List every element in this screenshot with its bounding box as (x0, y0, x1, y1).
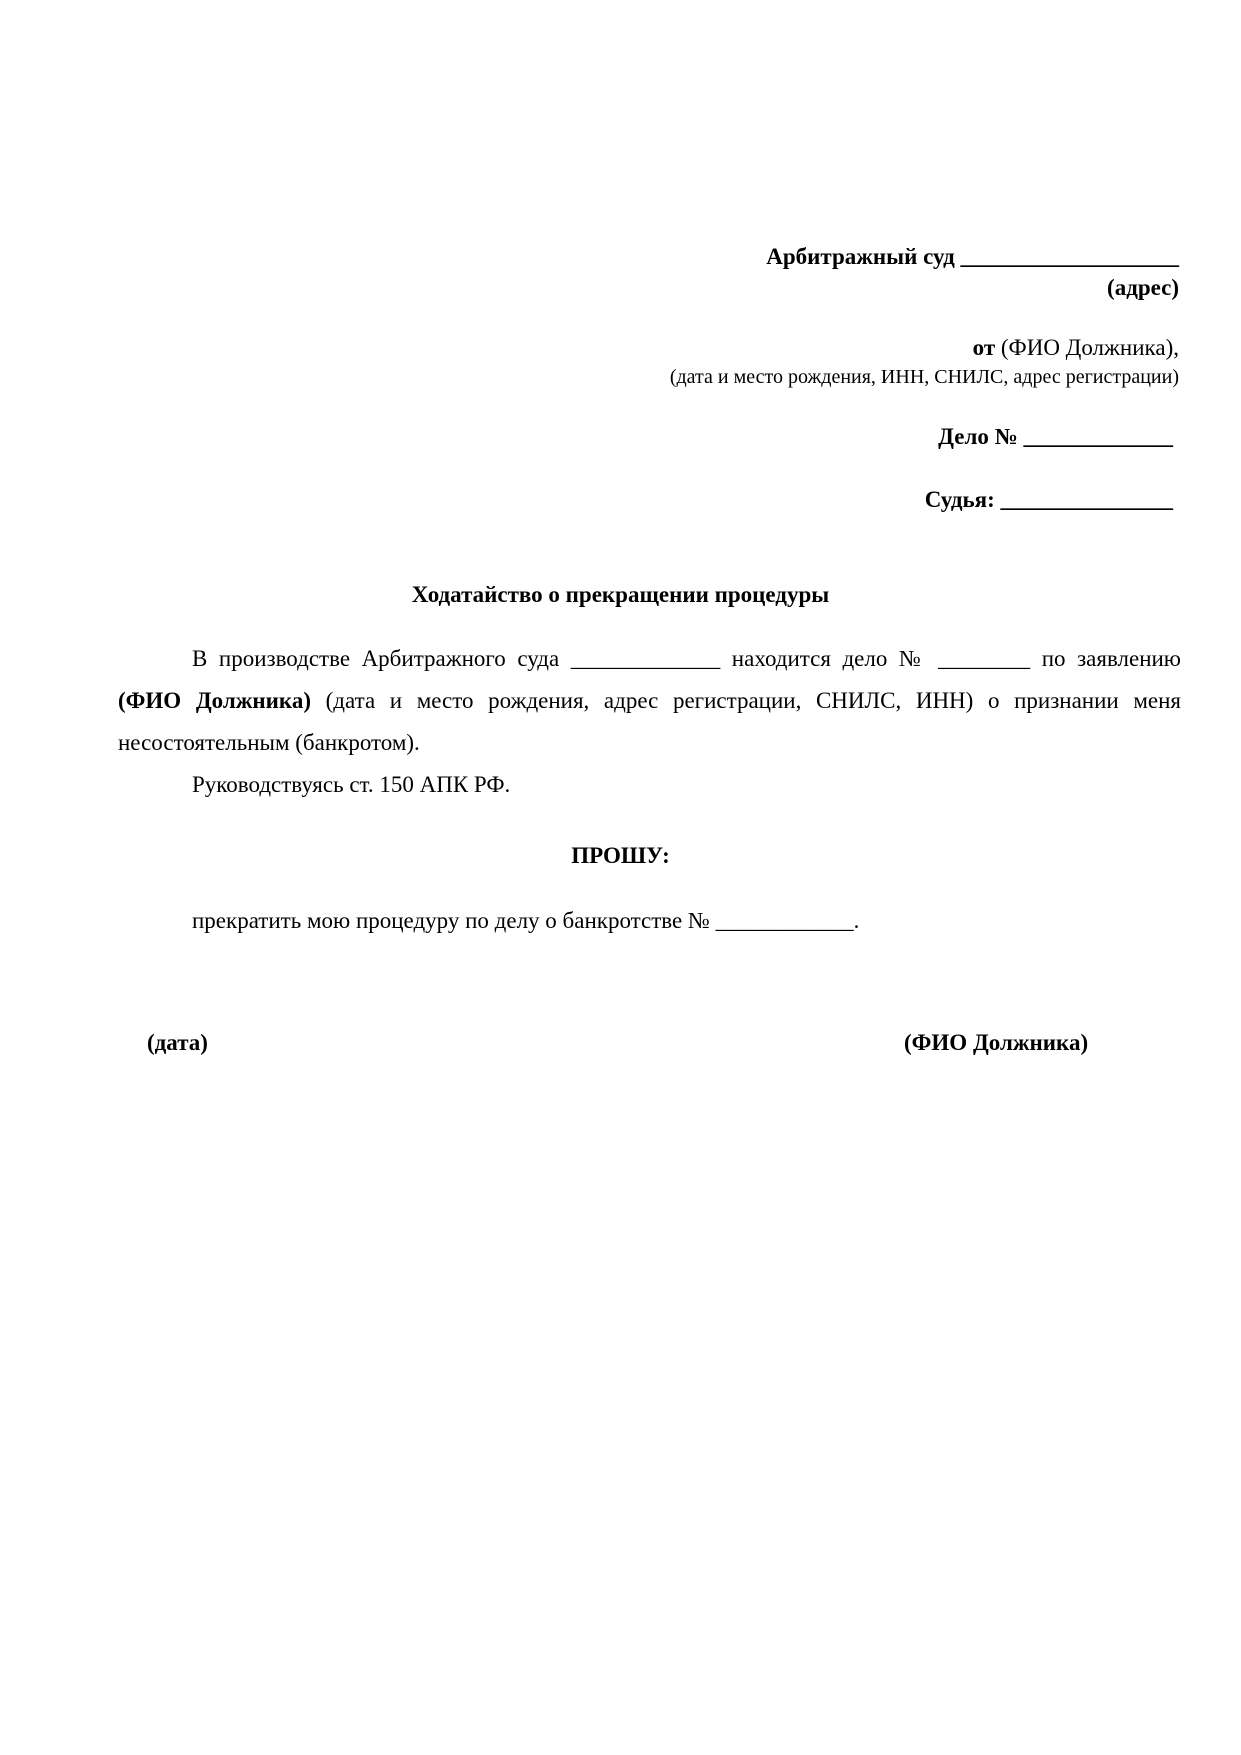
body-paragraph-2: Руководствуясь ст. 150 АПК РФ. (192, 772, 511, 797)
court-label: Арбитражный суд (766, 244, 955, 269)
request-end: . (853, 908, 860, 933)
court-address: (адрес) (1107, 275, 1179, 300)
document-body (118, 638, 1181, 806)
judge-label: Судья: (924, 487, 995, 512)
signature-date: (дата) (147, 1030, 208, 1055)
case-label: Дело № (938, 424, 1018, 449)
court-blank: ___________________ (960, 244, 1179, 269)
p1-line2-rest: (дата и место рождения, адрес регистрации, СНИЛС, ИНН) о признании меня несостоятельным (банкротом). (118, 688, 1182, 755)
body-paragraph-1 (118, 638, 1181, 764)
judge-blank: _______________ (1000, 487, 1173, 512)
case-line (938, 424, 1173, 450)
request-blank: ____________ (715, 908, 854, 933)
p1-line2-start: заявлению (1077, 646, 1181, 671)
court-line (766, 244, 1179, 270)
from-label: от (972, 335, 996, 360)
case-blank: _____________ (1023, 424, 1173, 449)
p1-blank-case: ________ (938, 646, 1031, 671)
signature-name: (ФИО Должника) (904, 1030, 1089, 1055)
p1-debtor-name: (ФИО Должника) (118, 688, 311, 713)
from-line (973, 335, 1179, 361)
request-line (192, 908, 859, 934)
p1-blank-court: _____________ (570, 646, 721, 671)
petition-label: ПРОШУ: (571, 843, 670, 868)
from-name: (ФИО Должника), (1000, 335, 1179, 360)
p1-po: по (1041, 646, 1066, 671)
document-title: Ходатайство о прекращении процедуры (411, 582, 830, 607)
p1-mid: находится дело № (731, 646, 927, 671)
from-details: (дата и место рождения, ИНН, СНИЛС, адрес регистрации) (669, 366, 1179, 388)
judge-line (925, 487, 1173, 513)
p1-start: В производстве Арбитражного суда (192, 646, 560, 671)
request-text: прекратить мою процедуру по делу о банкротстве № (192, 908, 710, 933)
